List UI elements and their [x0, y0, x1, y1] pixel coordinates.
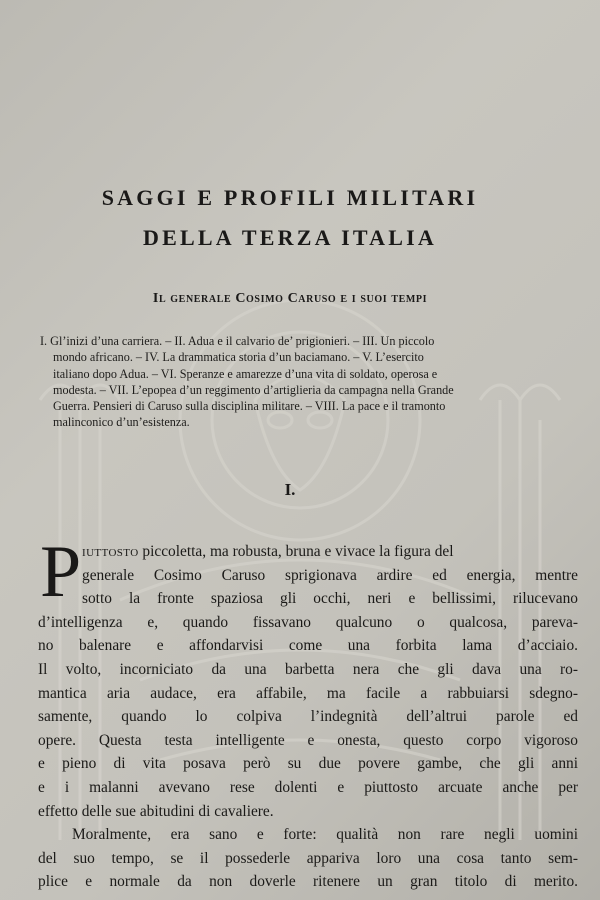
summary-line: modesta. – VII. L’epopea d’un reggimento d’artiglieria da campagna nella Grande: [53, 382, 454, 397]
summary-line: I. Gl’inizi d’una carriera. – II. Adua e il calvario de’ prigionieri. – III. Un piccolo: [40, 334, 435, 348]
summary-line: Guerra. Pensieri di Caruso sulla disciplina militare. – VIII. La pace e il tramonto: [53, 399, 446, 414]
chapter-subtitle: Il generale Cosimo Caruso e i suoi tempi: [152, 291, 428, 306]
body-line: opere. Questa testa intelligente e onesta, questo corpo vigoroso: [38, 731, 578, 749]
body-line: sotto la fronte spaziosa gli occhi, neri e bellissimi, rilucevano: [82, 590, 578, 608]
first-word: iuttosto: [82, 543, 139, 560]
page-title-line-2: DELLA TERZA ITALIA: [143, 225, 437, 250]
chapter-summary: [40, 333, 568, 431]
summary-line: mondo africano. – IV. La drammatica storia d’un baciamano. – V. L’esercito: [53, 350, 424, 365]
body-text: [38, 540, 578, 894]
summary-line: malinconico d’un’esistenza.: [53, 415, 190, 430]
page-title-line-1: SAGGI E PROFILI MILITARI: [101, 185, 479, 210]
summary-line: italiano dopo Adua. – VI. Speranze e amarezze d’una vita di soldato, operosa e: [53, 366, 438, 381]
body-line: generale Cosimo Caruso sprigionava ardire ed energia, mentre: [82, 566, 578, 584]
body-line: samente, quando lo colpiva l’indegnità dell’altrui parole ed: [38, 708, 578, 726]
body-line: mantica aria audace, era affabile, ma facile a rabbuiarsi sdegno-: [38, 684, 578, 702]
body-line-text: piccoletta, ma robusta, bruna e vivace la figura del: [138, 543, 454, 560]
body-line: effetto delle sue abitudini di cavaliere.: [38, 802, 274, 820]
section-heading: I.: [284, 480, 296, 499]
body-line: d’intelligenza e, quando fissavano qualcuno o qualcosa, pareva-: [38, 613, 578, 631]
body-line: e pieno di vita posava però su due povere gambe, che gli anni: [38, 755, 578, 773]
body-line: del suo tempo, se il possederle appariva loro una cosa tanto sem-: [38, 849, 578, 867]
body-line: [38, 540, 578, 564]
body-line: plice e normale da non doverle ritenere un gran titolo di merito.: [38, 873, 578, 891]
body-line: e i malanni avevano rese dolenti e piuttosto arcuate anche per: [38, 778, 578, 796]
body-line: Moralmente, era sano e forte: qualità non rare negli uomini: [72, 826, 578, 844]
drop-cap: P: [40, 531, 82, 613]
body-line: no balenare e affondarvisi come una forbita lama d’acciaio.: [38, 637, 578, 655]
body-line: Il volto, incorniciato da una barbetta nera che gli dava una ro-: [38, 660, 578, 678]
